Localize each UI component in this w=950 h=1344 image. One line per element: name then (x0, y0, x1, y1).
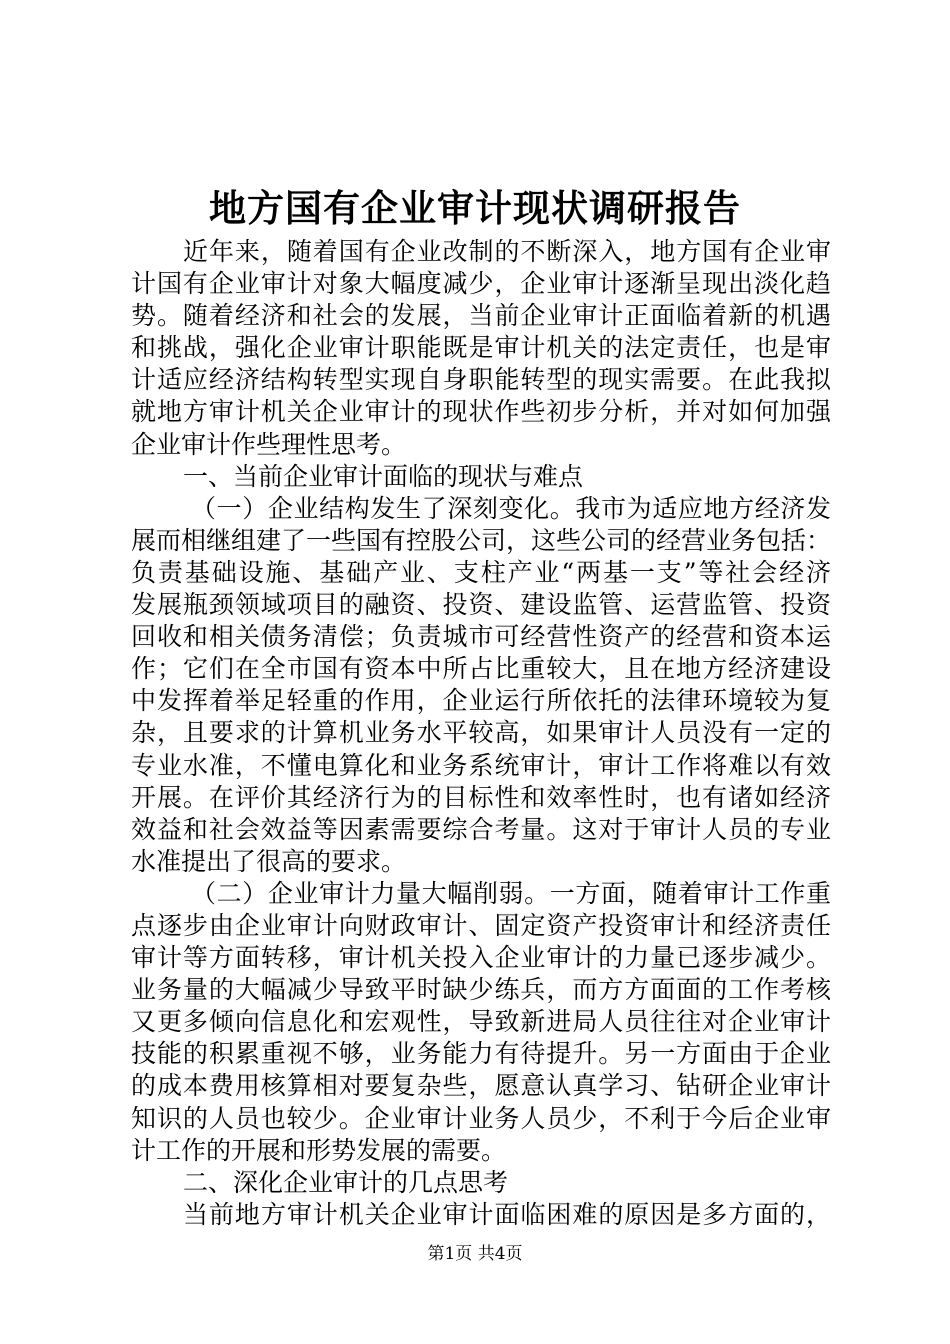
paragraph-line: 计工作的开展和形势发展的需要。 (131, 1135, 507, 1165)
paragraph-line: 作；它们在全市国有资本中所占比重较大，且在地方经济建设 (131, 654, 831, 684)
paragraph-line: 企业审计作些理性思考。 (131, 429, 407, 459)
paragraph-line: 计适应经济结构转型实现自身职能转型的现实需要。在此我拟 (131, 365, 831, 395)
paragraph-line: 专业水准，不懂电算化和业务系统审计，审计工作将难以有效 (131, 750, 831, 780)
paragraph-line: 技能的积累重视不够，业务能力有待提升。另一方面由于企业 (131, 1039, 831, 1069)
paragraph-line: 水准提出了很高的要求。 (131, 846, 407, 876)
paragraph-line: 业务量的大幅减少导致平时缺少练兵，而方方面面的工作考核 (131, 975, 831, 1005)
paragraph-line: （一）企业结构发生了深刻变化。我市为适应地方经济发 (191, 493, 831, 523)
paragraph-line: 回收和相关债务清偿；负责城市可经营性资产的经营和资本运 (131, 622, 831, 652)
paragraph-line: 的成本费用核算相对要复杂些，愿意认真学习、钻研企业审计 (131, 1071, 831, 1101)
paragraph-line: 中发挥着举足轻重的作用，企业运行所依托的法律环境较为复 (131, 686, 831, 716)
section-heading: 二、深化企业审计的几点思考 (183, 1167, 509, 1197)
paragraph-line: 当前地方审计机关企业审计面临困难的原因是多方面的， (183, 1199, 831, 1229)
paragraph-line: （二）企业审计力量大幅削弱。一方面，随着审计工作重 (191, 878, 831, 908)
paragraph-line: 近年来，随着国有企业改制的不断深入，地方国有企业审 (183, 237, 831, 266)
document-body (131, 236, 831, 1231)
section-heading: 一、当前企业审计面临的现状与难点 (183, 461, 584, 491)
paragraph-line: 发展瓶颈领域项目的融资、投资、建设监管、运营监管、投资 (131, 590, 831, 620)
paragraph-line: 效益和社会效益等因素需要综合考量。这对于审计人员的专业 (131, 814, 831, 844)
page-number: 第1页 共4页 (427, 1244, 523, 1264)
paragraph-line: 势。随着经济和社会的发展，当前企业审计正面临着新的机遇 (131, 301, 831, 331)
paragraph-line: 又更多倾向信息化和宏观性，导致新进局人员往往对企业审计 (131, 1007, 831, 1037)
paragraph-line: 展而相继组建了一些国有控股公司，这些公司的经营业务包括： (131, 525, 831, 555)
paragraph-line: 负责基础设施、基础产业、支柱产业“两基一支”等社会经济 (131, 557, 831, 587)
paragraph-line: 知识的人员也较少。企业审计业务人员少，不利于今后企业审 (131, 1103, 831, 1133)
paragraph-line: 开展。在评价其经济行为的目标性和效率性时，也有诸如经济 (131, 782, 831, 812)
paragraph-line: 审计等方面转移，审计机关投入企业审计的力量已逐步减少。 (131, 943, 831, 973)
paragraph-line: 和挑战，强化企业审计职能既是审计机关的法定责任，也是审 (131, 333, 831, 363)
paragraph-line: 点逐步由企业审计向财政审计、固定资产投资审计和经济责任 (131, 910, 831, 940)
paragraph-line: 杂，且要求的计算机业务水平较高，如果审计人员没有一定的 (131, 718, 831, 748)
paragraph-line: 就地方审计机关企业审计的现状作些初步分析，并对如何加强 (131, 397, 831, 427)
document-title: 地方国有企业审计现状调研报告 (209, 186, 741, 230)
paragraph-line: 计国有企业审计对象大幅度减少，企业审计逐渐呈现出淡化趋 (131, 269, 831, 299)
